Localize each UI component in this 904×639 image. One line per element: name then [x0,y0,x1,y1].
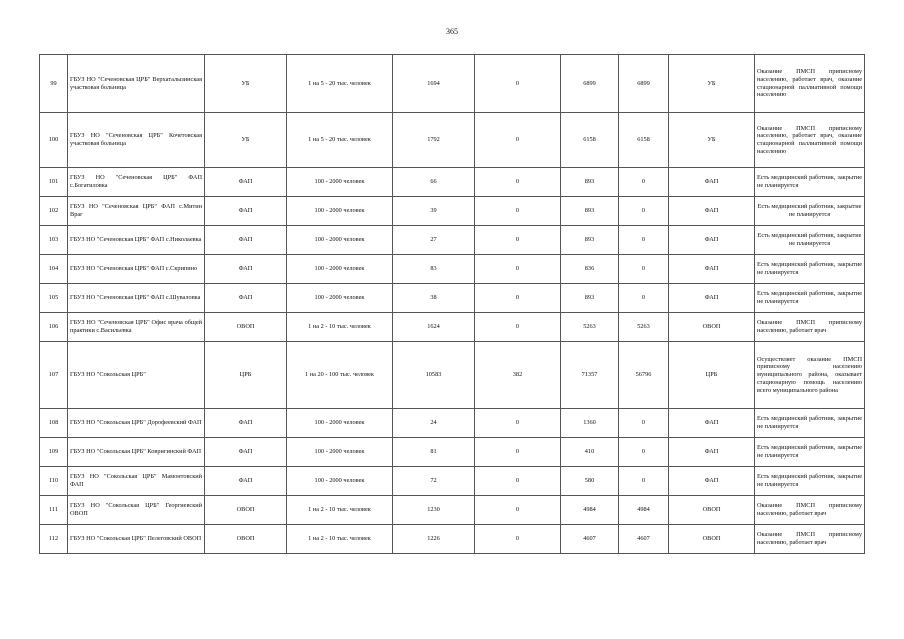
row-number: 104 [40,255,68,284]
service-range: 100 - 2000 человек [287,284,393,313]
column-6-value: 71357 [561,342,619,409]
population-value: 10583 [393,342,475,409]
facility-type: ОВОП [205,496,287,525]
column-6-value: 893 [561,168,619,197]
table-row [40,525,865,554]
note-text: Оказание ПМСП приписному населению, работает врач [755,496,865,525]
facility-type-result: ЦРБ [669,342,755,409]
table-row [40,496,865,525]
row-number: 102 [40,197,68,226]
service-range: 1 на 2 - 10 тыс. человек [287,496,393,525]
organization-name: ГБУЗ НО "Сеченовская ЦРБ" Верхаталызинская участковая больница [68,55,205,113]
column-5-value: 0 [475,313,561,342]
note-text: Есть медицинский работник, закрытие не планируется [755,168,865,197]
facility-type-result: УБ [669,55,755,113]
service-range: 100 - 2000 человек [287,226,393,255]
table-row [40,55,865,113]
facility-type-result: ОВОП [669,525,755,554]
facility-type: ОВОП [205,525,287,554]
column-7-value: 0 [619,168,669,197]
organization-name: ГБУЗ НО "Сокольская ЦРБ" [68,342,205,409]
row-number: 106 [40,313,68,342]
row-number: 99 [40,55,68,113]
column-5-value: 0 [475,496,561,525]
column-7-value: 6899 [619,55,669,113]
row-number: 109 [40,438,68,467]
organization-name: ГБУЗ НО "Сеченовская ЦРБ" Офис врача общей практики с.Васильевка [68,313,205,342]
population-value: 81 [393,438,475,467]
column-7-value: 5263 [619,313,669,342]
table-row [40,197,865,226]
organization-name: ГБУЗ НО "Сеченовская ЦРБ" Кочетовская участковая больница [68,113,205,168]
note-text: Оказание ПМСП приписному населению, работает врач [755,525,865,554]
facility-type: ФАП [205,467,287,496]
row-number: 111 [40,496,68,525]
service-range: 100 - 2000 человек [287,168,393,197]
facility-type-result: ФАП [669,255,755,284]
row-number: 101 [40,168,68,197]
population-value: 38 [393,284,475,313]
note-text: Есть медицинский работник, закрытие не планируется [755,197,865,226]
column-6-value: 836 [561,255,619,284]
population-value: 1624 [393,313,475,342]
row-number: 107 [40,342,68,409]
column-6-value: 893 [561,197,619,226]
column-6-value: 410 [561,438,619,467]
table-row [40,284,865,313]
table-row [40,255,865,284]
column-6-value: 893 [561,284,619,313]
table-row [40,168,865,197]
organization-name: ГБУЗ НО "Сокольская ЦРБ" Георгиевский ОВОП [68,496,205,525]
service-range: 100 - 2000 человек [287,197,393,226]
population-value: 1230 [393,496,475,525]
column-5-value: 0 [475,197,561,226]
table-row [40,438,865,467]
table-body [40,55,865,554]
service-range: 1 на 20 - 100 тыс. человек [287,342,393,409]
column-7-value: 0 [619,409,669,438]
note-text: Есть медицинский работник, закрытие не планируется [755,409,865,438]
facility-type: УБ [205,55,287,113]
note-text: Осуществляет оказание ПМСП приписному населению муниципального района, оказывает стационарную помощь населению всего муниципального района [755,342,865,409]
population-value: 39 [393,197,475,226]
facility-type: ФАП [205,284,287,313]
row-number: 103 [40,226,68,255]
facility-type-result: ОВОП [669,313,755,342]
facility-type-result: ФАП [669,168,755,197]
column-5-value: 0 [475,55,561,113]
note-text: Оказание ПМСП приписному населению, работает врач, оказание стационарной паллиативной помощи населению [755,113,865,168]
organization-name: ГБУЗ НО "Сокольская ЦРБ" Дорофеевский ФАП [68,409,205,438]
column-6-value: 5263 [561,313,619,342]
facility-type: ЦРБ [205,342,287,409]
facility-type-result: ФАП [669,467,755,496]
column-7-value: 4607 [619,525,669,554]
note-text: Есть медицинский работник, закрытие не планируется [755,226,865,255]
column-6-value: 580 [561,467,619,496]
service-range: 1 на 2 - 10 тыс. человек [287,313,393,342]
population-value: 27 [393,226,475,255]
organization-name: ГБУЗ НО "Сеченовская ЦРБ" ФАП с.Шуваловка [68,284,205,313]
column-7-value: 0 [619,197,669,226]
facility-type-result: ОВОП [669,496,755,525]
facility-type: УБ [205,113,287,168]
population-value: 1694 [393,55,475,113]
column-5-value: 0 [475,255,561,284]
column-5-value: 0 [475,284,561,313]
facilities-table [39,54,865,554]
column-7-value: 0 [619,226,669,255]
note-text: Оказание ПМСП приписному населению, работает врач [755,313,865,342]
population-value: 66 [393,168,475,197]
column-7-value: 4984 [619,496,669,525]
facility-type: ФАП [205,255,287,284]
column-7-value: 0 [619,467,669,496]
row-number: 112 [40,525,68,554]
column-6-value: 6158 [561,113,619,168]
organization-name: ГБУЗ НО "Сеченовская ЦРБ" ФАП с.Николаевка [68,226,205,255]
row-number: 108 [40,409,68,438]
column-5-value: 0 [475,438,561,467]
column-6-value: 4984 [561,496,619,525]
organization-name: ГБУЗ НО "Сеченовская ЦРБ" ФАП с.Скрипино [68,255,205,284]
organization-name: ГБУЗ НО "Сокольская ЦРБ" Мамонтовский ФАП [68,467,205,496]
facility-type-result: ФАП [669,284,755,313]
column-6-value: 6899 [561,55,619,113]
column-7-value: 0 [619,438,669,467]
organization-name: ГБУЗ НО "Сеченовская ЦРБ" ФАП с.Митин Враг [68,197,205,226]
row-number: 105 [40,284,68,313]
facility-type: ФАП [205,168,287,197]
organization-name: ГБУЗ НО "Сокольская ЦРБ" Пелеговский ОВОП [68,525,205,554]
facility-type: ФАП [205,226,287,255]
table-row [40,113,865,168]
column-5-value: 382 [475,342,561,409]
column-5-value: 0 [475,467,561,496]
table-row [40,313,865,342]
service-range: 100 - 2000 человек [287,255,393,284]
note-text: Есть медицинский работник, закрытие не планируется [755,284,865,313]
column-7-value: 56796 [619,342,669,409]
population-value: 72 [393,467,475,496]
organization-name: ГБУЗ НО "Сокольская ЦРБ" Ковригинский ФАП [68,438,205,467]
service-range: 1 на 2 - 10 тыс. человек [287,525,393,554]
column-6-value: 893 [561,226,619,255]
column-5-value: 0 [475,226,561,255]
population-value: 83 [393,255,475,284]
service-range: 100 - 2000 человек [287,409,393,438]
service-range: 1 на 5 - 20 тыс. человек [287,55,393,113]
facility-type: ФАП [205,197,287,226]
column-7-value: 0 [619,255,669,284]
table-row [40,342,865,409]
column-7-value: 6158 [619,113,669,168]
facility-type-result: ФАП [669,409,755,438]
population-value: 1792 [393,113,475,168]
column-5-value: 0 [475,113,561,168]
table-row [40,467,865,496]
service-range: 1 на 5 - 20 тыс. человек [287,113,393,168]
facility-type-result: ФАП [669,438,755,467]
facility-type: ФАП [205,409,287,438]
facility-type-result: ФАП [669,197,755,226]
column-6-value: 4607 [561,525,619,554]
column-6-value: 1360 [561,409,619,438]
organization-name: ГБУЗ НО "Сеченовская ЦРБ" ФАП с.Богатиловка [68,168,205,197]
column-5-value: 0 [475,409,561,438]
facility-type-result: ФАП [669,226,755,255]
note-text: Есть медицинский работник, закрытие не планируется [755,467,865,496]
population-value: 1226 [393,525,475,554]
row-number: 100 [40,113,68,168]
note-text: Есть медицинский работник, закрытие не планируется [755,438,865,467]
page-number: 365 [446,27,458,36]
table-row [40,226,865,255]
row-number: 110 [40,467,68,496]
facility-type: ОВОП [205,313,287,342]
column-5-value: 0 [475,168,561,197]
table-row [40,409,865,438]
facility-type: ФАП [205,438,287,467]
facility-type-result: УБ [669,113,755,168]
service-range: 100 - 2000 человек [287,438,393,467]
column-7-value: 0 [619,284,669,313]
note-text: Есть медицинский работник, закрытие не планируется [755,255,865,284]
column-5-value: 0 [475,525,561,554]
population-value: 24 [393,409,475,438]
service-range: 100 - 2000 человек [287,467,393,496]
note-text: Оказание ПМСП приписному населению, работает врач, оказание стационарной паллиативной помощи населению [755,55,865,113]
